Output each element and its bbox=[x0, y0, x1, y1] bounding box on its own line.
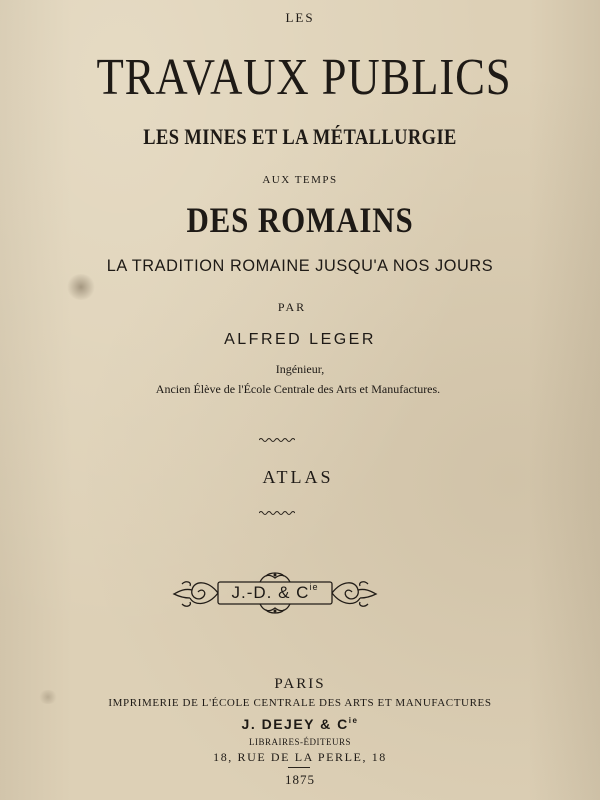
imprint-publisher: J. DEJEY & $C^{ie}$ bbox=[241, 716, 359, 732]
author-name: ALFRED LEGER bbox=[224, 331, 376, 348]
ornamental-rule bbox=[259, 437, 295, 443]
imprint-city: PARIS bbox=[274, 676, 326, 692]
author-credential: Ancien Élève de l'École Centrale des Arts et Manufactures. bbox=[155, 382, 441, 396]
title-tradition: LA TRADITION ROMAINE JUSQU'A NOS JOURS bbox=[106, 256, 494, 275]
by-line-par: PAR bbox=[277, 300, 307, 314]
publisher-monogram: J.-D. & $C^{ie}$ bbox=[231, 582, 319, 602]
imprint-publisher-role: LIBRAIRES-ÉDITEURS bbox=[249, 737, 351, 747]
author-title: Ingénieur, bbox=[275, 362, 325, 376]
imprint-address: 18, RUE DE LA PERLE, 18 bbox=[213, 750, 387, 764]
imprint-printer: IMPRIMERIE DE L'ÉCOLE CENTRALE DES ARTS ET MANUFACTURES bbox=[108, 697, 492, 709]
main-title: TRAVAUX PUBLICS bbox=[96, 49, 512, 106]
ornamental-rule bbox=[259, 510, 295, 516]
subtitle: LES MINES ET LA MÉTALLURGIE bbox=[143, 124, 457, 149]
subtitle-connector: AUX TEMPS bbox=[262, 174, 338, 186]
divider bbox=[288, 767, 310, 768]
title-prefix: LES bbox=[285, 10, 315, 25]
paper-stain bbox=[66, 274, 96, 300]
title-romains: DES ROMAINS bbox=[186, 200, 414, 240]
volume-label: ATLAS bbox=[262, 467, 334, 487]
imprint-year: 1875 bbox=[285, 772, 315, 787]
